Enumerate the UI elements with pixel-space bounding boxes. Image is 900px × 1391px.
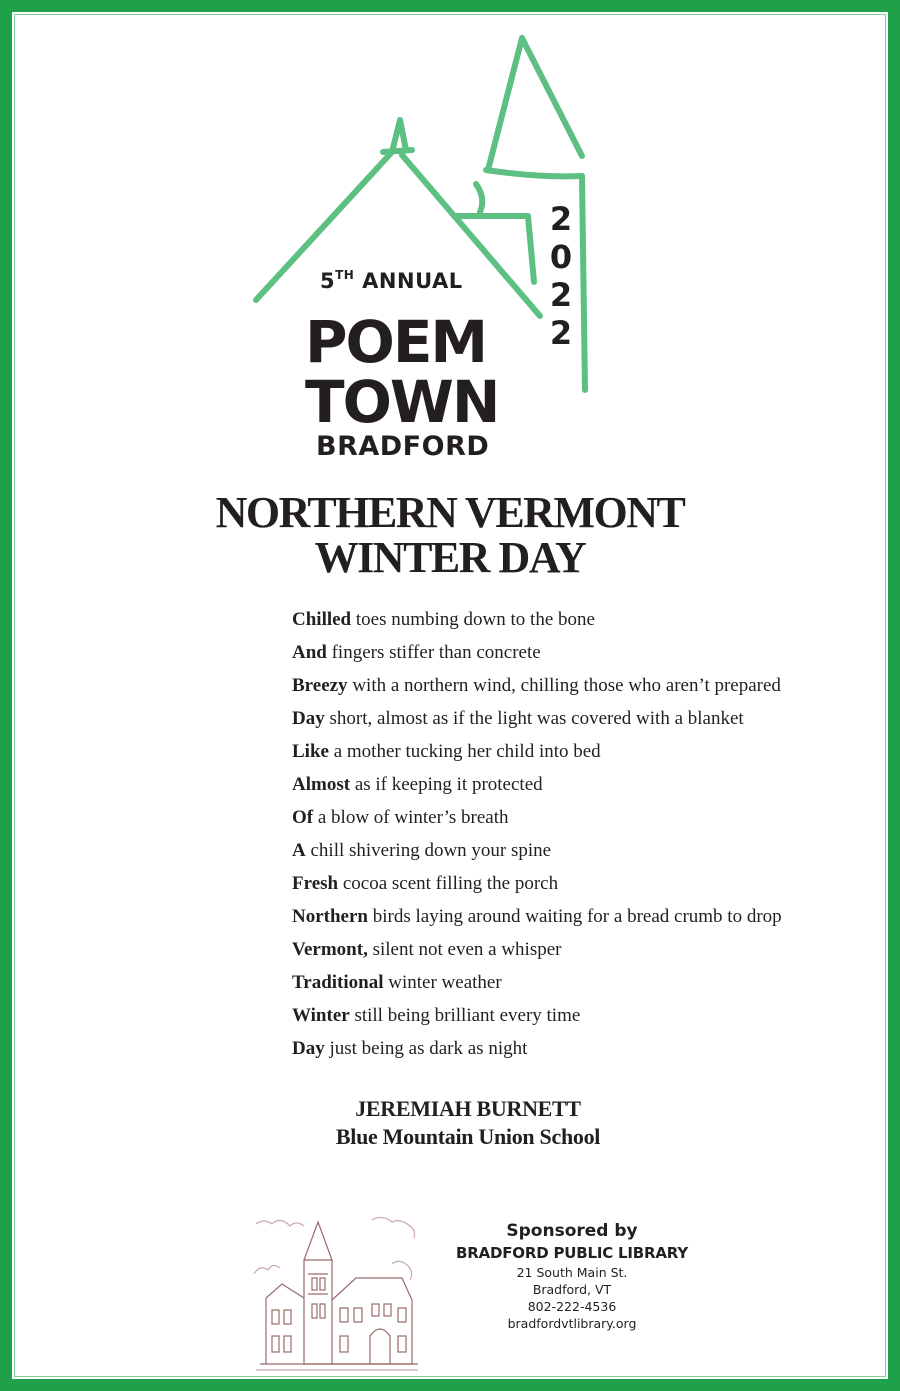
poem-line bbox=[292, 639, 872, 672]
poem-line bbox=[292, 936, 872, 969]
poem-line bbox=[292, 672, 872, 705]
poem-line bbox=[292, 870, 872, 903]
author-name: JEREMIAH BURNETT bbox=[355, 1096, 581, 1121]
logo-bradford-word: BRADFORD bbox=[316, 431, 490, 462]
library-phone: 802-222-4536 bbox=[527, 1299, 617, 1314]
poem-line bbox=[292, 903, 872, 936]
poem-line-text: silent not even a whisper bbox=[367, 939, 562, 960]
library-building-sketch bbox=[252, 1214, 420, 1376]
poem-line bbox=[292, 837, 872, 870]
poem-line-lead-word: Of bbox=[292, 807, 314, 828]
poem-line-text: with a northern wind, chilling those who aren’t prepared bbox=[347, 675, 781, 696]
library-name: BRADFORD PUBLIC LIBRARY bbox=[456, 1244, 688, 1262]
sponsored-by-label: Sponsored by bbox=[506, 1221, 638, 1241]
poem-line bbox=[292, 705, 872, 738]
poem-line bbox=[292, 969, 872, 1002]
poem-line bbox=[292, 606, 872, 639]
poem-line-text: fingers stiffer than concrete bbox=[326, 642, 541, 663]
poem-line-text: a mother tucking her child into bed bbox=[328, 741, 601, 762]
library-street: 21 South Main St. bbox=[516, 1265, 628, 1280]
poem-line-lead-word: Day bbox=[292, 708, 325, 729]
poem-line-lead-word: Vermont, bbox=[292, 939, 368, 960]
logo-annual-label: 5TH ANNUAL bbox=[320, 268, 463, 293]
poem-line bbox=[292, 1035, 872, 1068]
poem-line-text: winter weather bbox=[383, 972, 502, 993]
poem-line-lead-word: Like bbox=[292, 741, 329, 762]
logo-year-digit: 2 bbox=[549, 314, 573, 352]
logo-town-word: TOWN bbox=[305, 368, 499, 436]
poem-title-line-2: WINTER DAY bbox=[314, 533, 586, 582]
poem-line-lead-word: Day bbox=[292, 1038, 325, 1059]
poem-body bbox=[292, 606, 872, 1068]
logo-year-digit: 2 bbox=[549, 200, 573, 238]
poem-line bbox=[292, 804, 872, 837]
poem-title-line-1: NORTHERN VERMONT bbox=[215, 488, 685, 537]
poem-line-lead-word: Traditional bbox=[292, 972, 384, 993]
poem-line-text: a blow of winter’s breath bbox=[313, 807, 509, 828]
poem-line-text: as if keeping it protected bbox=[350, 774, 543, 795]
logo-poem-word: POEM bbox=[305, 308, 487, 376]
poem-town-logo bbox=[0, 0, 900, 480]
logo-year-digit: 2 bbox=[549, 276, 573, 314]
poem-line-lead-word: Almost bbox=[292, 774, 351, 795]
poem-line-text: chill shivering down your spine bbox=[305, 840, 552, 861]
poem-line bbox=[292, 738, 872, 771]
poem-line-lead-word: Winter bbox=[292, 1005, 350, 1026]
poem-line-lead-word: A bbox=[292, 840, 306, 861]
poem-line-text: short, almost as if the light was covered with a blanket bbox=[324, 708, 744, 729]
library-city: Bradford, VT bbox=[532, 1282, 612, 1297]
poem-line-text: birds laying around waiting for a bread crumb to drop bbox=[367, 906, 782, 927]
poem-line-text: toes numbing down to the bone bbox=[351, 609, 595, 630]
logo-year-digit: 0 bbox=[549, 238, 573, 276]
poem-line bbox=[292, 771, 872, 804]
poem-line-lead-word: Chilled bbox=[292, 609, 352, 630]
poem-line-lead-word: Northern bbox=[292, 906, 368, 927]
library-website[interactable]: bradfordvtlibrary.org bbox=[507, 1316, 637, 1331]
poem-line-text: just being as dark as night bbox=[324, 1038, 528, 1059]
poem-line-lead-word: Fresh bbox=[292, 873, 339, 894]
poem-line-text: cocoa scent filling the porch bbox=[338, 873, 559, 894]
author-school: Blue Mountain Union School bbox=[335, 1124, 601, 1149]
poem-line-lead-word: And bbox=[292, 642, 327, 663]
poem-line-lead-word: Breezy bbox=[292, 675, 348, 696]
poem-line-text: still being brilliant every time bbox=[349, 1005, 581, 1026]
poem-line bbox=[292, 1002, 872, 1035]
sponsor-block bbox=[452, 1220, 692, 1332]
